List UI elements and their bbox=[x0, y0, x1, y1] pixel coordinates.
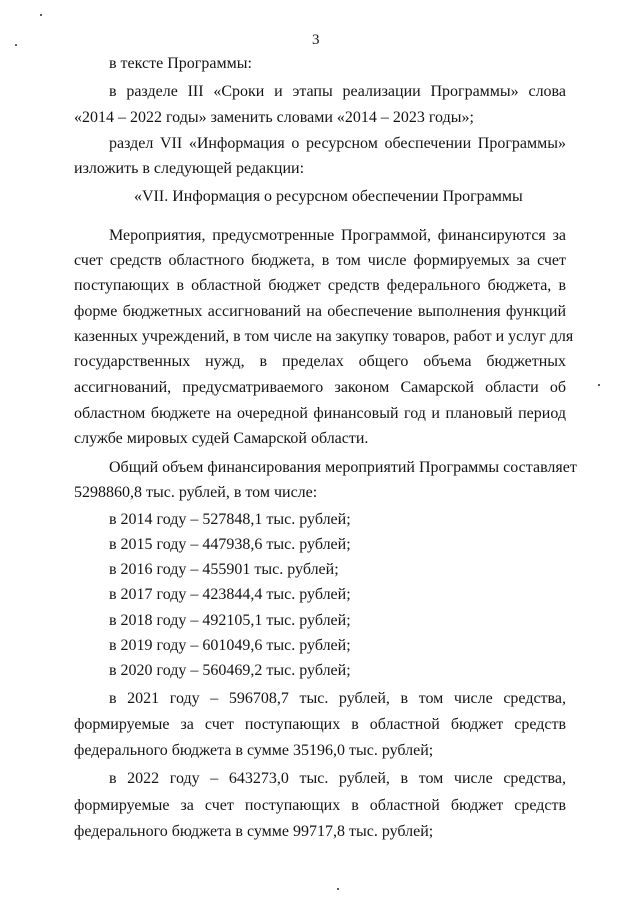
text-line: формируемые за счет поступающих в областной бюджет средств bbox=[74, 797, 566, 814]
text-line: в тексте Программы: bbox=[109, 55, 252, 72]
text-line: службе мировых судей Самарской области. bbox=[74, 430, 369, 447]
scan-speck bbox=[40, 14, 42, 16]
text-line: форме бюджетных ассигнований на обеспечение выполнения функций bbox=[74, 303, 566, 320]
section-heading: «VII. Информация о ресурсном обеспечении Программы bbox=[134, 188, 523, 205]
page-number: 3 bbox=[312, 32, 320, 48]
text-line: в разделе III «Сроки и этапы реализации Программы» слова bbox=[109, 83, 566, 100]
text-line: Мероприятия, предусмотренные Программой, финансируются за bbox=[109, 227, 566, 244]
text-line: раздел VII «Информация о ресурсном обеспечении Программы» bbox=[109, 135, 566, 152]
scan-speck bbox=[15, 44, 17, 46]
list-item: в 2022 году – 643273,0 тыс. рублей, в том числе средства, bbox=[109, 770, 566, 787]
list-item: в 2020 году – 560469,2 тыс. рублей; bbox=[109, 662, 351, 679]
text-line: федерального бюджета в сумме 35196,0 тыс. рублей; bbox=[74, 742, 434, 759]
text-line: областном бюджете на очередной финансовый год и плановый период bbox=[74, 405, 566, 422]
text-line: 5298860,8 тыс. рублей, в том числе: bbox=[74, 484, 318, 501]
text-line: казенных учреждений, в том числе на закупку товаров, работ и услуг для bbox=[74, 328, 574, 345]
list-item: в 2021 году – 596708,7 тыс. рублей, в том числе средства, bbox=[109, 690, 566, 707]
list-item: в 2017 году – 423844,4 тыс. рублей; bbox=[109, 586, 351, 603]
list-item: в 2014 году – 527848,1 тыс. рублей; bbox=[109, 511, 351, 528]
scan-speck bbox=[598, 384, 600, 386]
text-line: Общий объем финансирования мероприятий Программы составляет bbox=[109, 459, 577, 476]
scan-speck bbox=[337, 888, 339, 890]
text-line: поступающих в областной бюджет средств федерального бюджета, в bbox=[74, 277, 566, 294]
text-line: федерального бюджета в сумме 99717,8 тыс. рублей; bbox=[74, 823, 434, 840]
text-line: формируемые за счет поступающих в областной бюджет средств bbox=[74, 716, 566, 733]
list-item: в 2019 году – 601049,6 тыс. рублей; bbox=[109, 637, 351, 654]
list-item: в 2016 году – 455901 тыс. рублей; bbox=[109, 561, 339, 578]
list-item: в 2018 году – 492105,1 тыс. рублей; bbox=[109, 612, 351, 629]
list-item: в 2015 году – 447938,6 тыс. рублей; bbox=[109, 536, 351, 553]
text-line: государственных нужд, в пределах общего объема бюджетных bbox=[74, 353, 566, 370]
text-line: счет средств областного бюджета, в том числе формируемых за счет bbox=[74, 252, 566, 269]
text-line: ассигнований, предусматриваемого законом Самарской области об bbox=[74, 379, 566, 396]
text-line: «2014 – 2022 годы» заменить словами «2014 – 2023 годы»; bbox=[74, 109, 474, 126]
text-line: изложить в следующей редакции: bbox=[74, 160, 305, 177]
